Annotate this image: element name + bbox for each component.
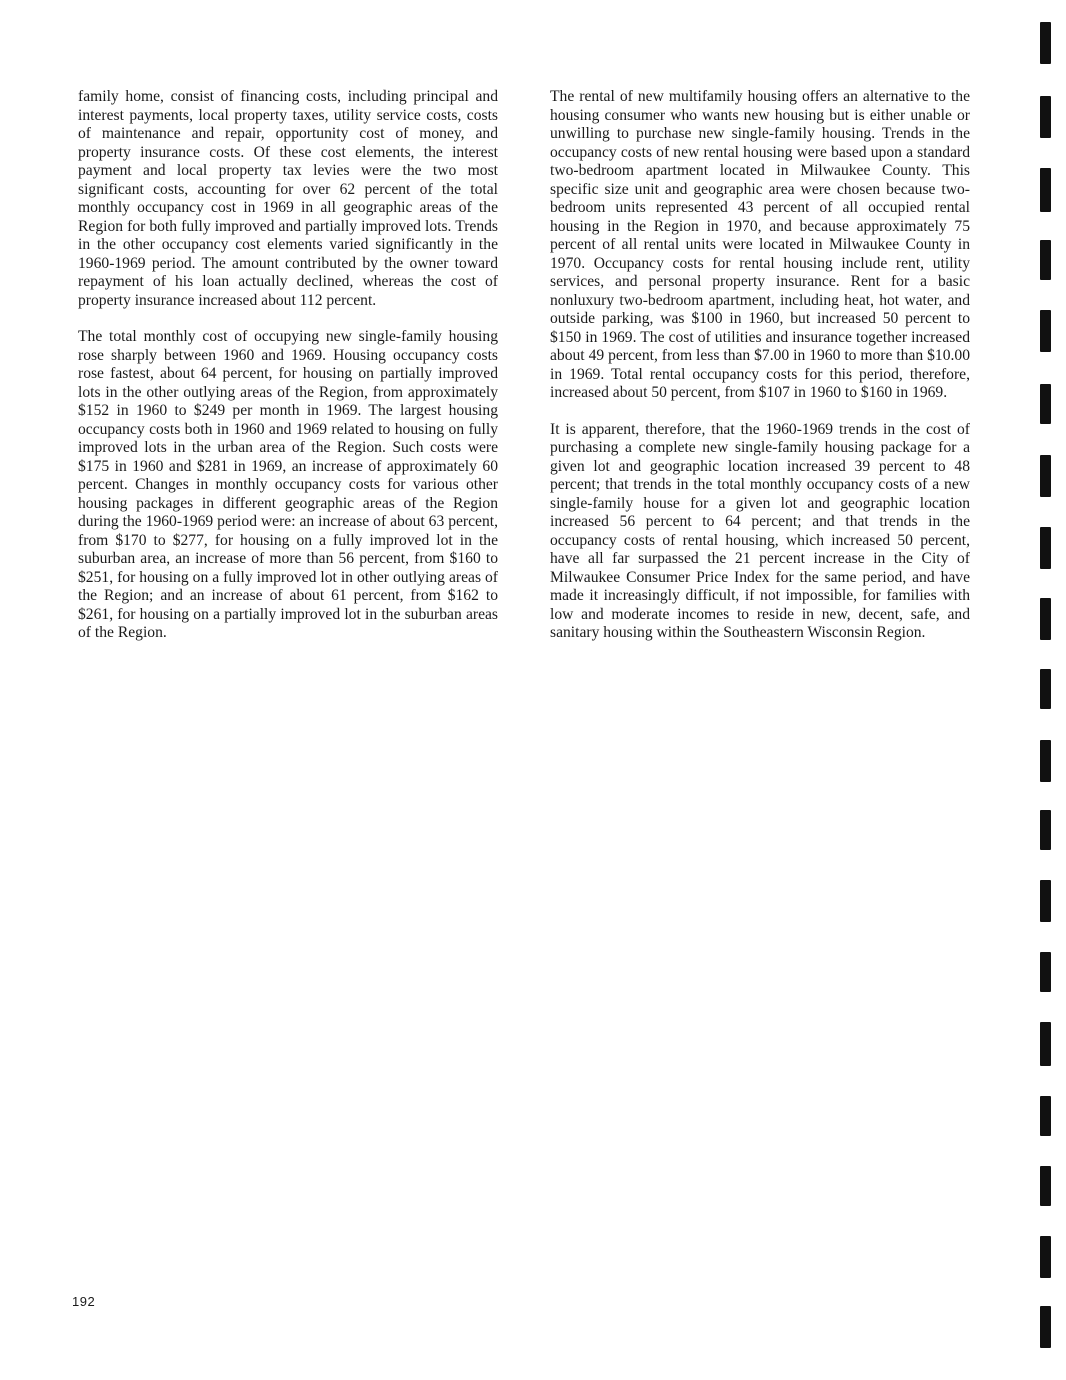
binding-mark <box>1040 527 1051 569</box>
binding-mark <box>1040 880 1051 922</box>
binding-mark <box>1040 598 1051 640</box>
binding-hole-marks <box>1040 0 1066 1380</box>
binding-mark <box>1040 1306 1051 1348</box>
binding-mark <box>1040 1166 1051 1206</box>
binding-mark <box>1040 455 1051 497</box>
paragraph-conclusion: It is apparent, therefore, that the 1960-1969 trends in the cost of purchasing a complete new single-family housing package for a given lot and geographic location increased 39 percent to 48 percent; that trends in the total monthly occupancy costs of a new single-family house for a given lot and geographic location increased 56 percent to 64 percent; and that trends in the occupancy costs of rental housing, which increased 50 percent, have all far surpassed the 21 percent increase in the City of Milwaukee Consumer Price Index for the same period, and have made it increasingly difficult, if not impossible, for families with low and moderate incomes to reside in new, decent, safe, and sanitary housing within the Southeastern Wisconsin Region. <box>550 420 970 641</box>
right-text-column <box>550 88 970 661</box>
binding-mark <box>1040 740 1051 782</box>
paragraph-monthly-occupancy-costs: The total monthly cost of occupying new single-family housing rose sharply between 1960 and 1969. Housing occupancy costs rose fastest, about 64 percent, for housing on partially improved lots in the other outlying areas of the Region, from approximately $152 in 1960 to $249 per month in 1969. The largest housing occupancy costs both in 1960 and 1969 related to housing on fully improved lots in the urban area of the Region. Such costs were $175 in 1960 and $281 in 1969, an increase of approximately 60 percent. Changes in monthly occupancy costs for various other housing packages in different geographic areas of the Region during the 1960-1969 period were: an increase of about 63 percent, from $170 to $277, for housing on a fully improved lot in the suburban area, an increase of more than 56 percent, from $160 to $251, for housing on a fully improved lot in other outlying areas of the Region; and an increase of about 61 percent, from $162 to $261, for housing on a partially improved lot in the suburban areas of the Region. <box>78 328 498 641</box>
page-number: 192 <box>72 1294 96 1309</box>
paragraph-occupancy-cost-elements: family home, consist of financing costs, including principal and interest payments, local property taxes, utility service costs, costs of maintenance and repair, opportunity cost of money, and property insurance costs. Of these cost elements, the interest payment and local property tax levies were the two most significant costs, accounting for over 62 percent of the total monthly occupancy cost in 1969 in all geographic areas of the Region for both fully improved and partially improved lots. Trends in the other occupancy cost elements varied significantly in the 1960-1969 period. The amount contributed by the owner toward repayment of his loan actually declined, whereas the cost of property insurance increased about 112 percent. <box>78 88 498 309</box>
binding-mark <box>1040 384 1051 424</box>
binding-mark <box>1040 168 1051 212</box>
binding-mark <box>1040 669 1051 709</box>
binding-mark <box>1040 96 1051 138</box>
binding-mark <box>1040 22 1051 64</box>
paragraph-rental-housing-costs: The rental of new multifamily housing offers an alternative to the housing consumer who wants new housing but is either unable or unwilling to purchase new single-family housing. Trends in the occupancy costs of new rental housing were based upon a standard two-bedroom apartment located in Milwaukee County. This specific size unit and geographic area were chosen because two-bedroom units represented 43 percent of all occupied rental housing in the Region in 1970, and because approximately 75 percent of all rental units were located in Milwaukee County in 1970. Occupancy costs for rental housing include rent, utility services, and personal property insurance. Rent for a basic nonluxury two-bedroom apartment, including heat, hot water, and outside parking, was $100 in 1960, but increased 50 percent to $150 in 1969. The cost of utilities and insurance together increased about 49 percent, from less than $7.00 in 1960 to more than $10.00 in 1969. Total rental occupancy costs for this period, therefore, increased about 50 percent, from $107 in 1960 to $160 in 1969. <box>550 88 970 401</box>
left-text-column <box>78 88 498 661</box>
binding-mark <box>1040 810 1051 850</box>
binding-mark <box>1040 310 1051 352</box>
binding-mark <box>1040 1236 1051 1278</box>
binding-mark <box>1040 1022 1051 1066</box>
binding-mark <box>1040 1096 1051 1136</box>
binding-mark <box>1040 240 1051 280</box>
binding-mark <box>1040 952 1051 992</box>
